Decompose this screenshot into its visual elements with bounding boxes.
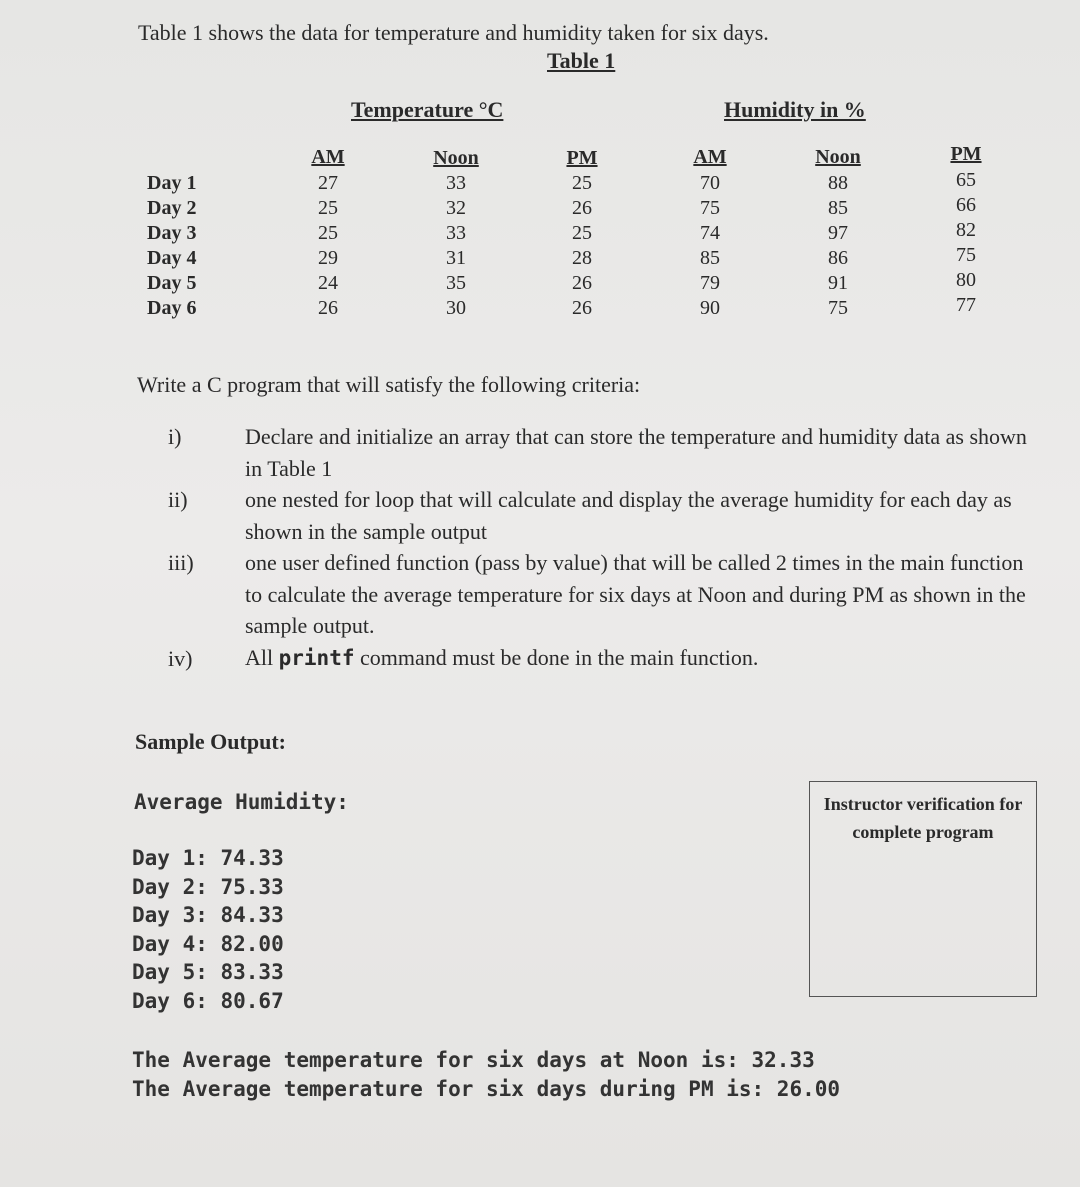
output-day-line: Day 2: 75.33 bbox=[132, 875, 284, 899]
criterion-text bbox=[245, 642, 1035, 675]
verification-label: Instructor verification for complete program bbox=[823, 794, 1023, 842]
day-label: Day 1 bbox=[147, 172, 197, 194]
table-cell: 79 bbox=[700, 272, 720, 294]
table-cell: 80 bbox=[956, 269, 976, 291]
table-title: Table 1 bbox=[547, 48, 616, 73]
day-label: Day 6 bbox=[147, 297, 197, 319]
table-cell: 31 bbox=[446, 247, 466, 269]
humidity-am-column-header: AM bbox=[693, 146, 727, 168]
criterion-text-before: All bbox=[245, 645, 274, 670]
printf-code: printf bbox=[278, 646, 355, 670]
criterion-text: Declare and initialize an array that can store the temperature and humidity data as shown in Table 1 bbox=[245, 424, 1027, 481]
temperature-header: Temperature °C bbox=[351, 97, 504, 122]
table-cell: 86 bbox=[828, 247, 848, 269]
table-cell: 77 bbox=[956, 294, 976, 316]
table-cell: 74 bbox=[700, 222, 720, 244]
output-day-line: Day 1: 74.33 bbox=[132, 846, 284, 870]
table-cell: 26 bbox=[572, 297, 592, 319]
table-cell: 33 bbox=[446, 222, 466, 244]
day-label: Day 3 bbox=[147, 222, 197, 244]
criterion-number: ii) bbox=[168, 487, 188, 512]
table-cell: 65 bbox=[956, 169, 976, 191]
humidity-header: Humidity in % bbox=[724, 97, 866, 122]
criterion-text-after: command must be done in the main function. bbox=[359, 645, 759, 670]
table-cell: 26 bbox=[318, 297, 338, 319]
table-cell: 26 bbox=[572, 272, 592, 294]
criterion-number: i) bbox=[168, 424, 182, 449]
criterion-number: iii) bbox=[168, 550, 194, 575]
table-cell: 90 bbox=[700, 297, 720, 319]
table-cell: 26 bbox=[572, 197, 592, 219]
table-cell: 35 bbox=[446, 272, 466, 294]
table-cell: 32 bbox=[446, 197, 466, 219]
table-cell: 75 bbox=[700, 197, 720, 219]
table-cell: 75 bbox=[828, 297, 848, 319]
output-day-line: Day 3: 84.33 bbox=[132, 903, 284, 927]
table-cell: 25 bbox=[318, 197, 338, 219]
question-text: Write a C program that will satisfy the following criteria: bbox=[137, 372, 641, 397]
intro-text: Table 1 shows the data for temperature and humidity taken for six days. bbox=[138, 20, 769, 45]
table-cell: 85 bbox=[828, 197, 848, 219]
humidity-pm-column-header: PM bbox=[950, 143, 982, 165]
table-cell: 28 bbox=[572, 247, 592, 269]
instructor-verification-box bbox=[809, 781, 1037, 997]
table-cell: 25 bbox=[318, 222, 338, 244]
table-cell: 24 bbox=[318, 272, 338, 294]
day-label: Day 5 bbox=[147, 272, 197, 294]
table-cell: 82 bbox=[956, 219, 976, 241]
pm-average-line: The Average temperature for six days during PM is: 26.00 bbox=[132, 1077, 841, 1101]
criterion-number: iv) bbox=[168, 646, 193, 671]
table-cell: 27 bbox=[318, 172, 338, 194]
noon-average-line: The Average temperature for six days at Noon is: 32.33 bbox=[132, 1048, 815, 1072]
table-cell: 75 bbox=[956, 244, 976, 266]
table-cell: 70 bbox=[700, 172, 720, 194]
table-cell: 97 bbox=[828, 222, 848, 244]
output-day-line: Day 5: 83.33 bbox=[132, 960, 284, 984]
table-cell: 85 bbox=[700, 247, 720, 269]
day-label: Day 4 bbox=[147, 247, 197, 269]
table-cell: 25 bbox=[572, 172, 592, 194]
table-cell: 88 bbox=[828, 172, 848, 194]
table-cell: 33 bbox=[446, 172, 466, 194]
day-label: Day 2 bbox=[147, 197, 197, 219]
output-day-line: Day 4: 82.00 bbox=[132, 932, 284, 956]
table-cell: 29 bbox=[318, 247, 338, 269]
temp-noon-column-header: Noon bbox=[433, 147, 479, 169]
average-humidity-heading: Average Humidity: bbox=[134, 790, 349, 814]
humidity-noon-column-header: Noon bbox=[815, 146, 861, 168]
output-day-line: Day 6: 80.67 bbox=[132, 989, 284, 1013]
table-cell: 66 bbox=[956, 194, 976, 216]
table-cell: 25 bbox=[572, 222, 592, 244]
sample-output-heading: Sample Output: bbox=[135, 729, 286, 754]
temp-am-column-header: AM bbox=[311, 146, 345, 168]
table-cell: 91 bbox=[828, 272, 848, 294]
criterion-text: one nested for loop that will calculate and display the average humidity for each day as shown in the sample output bbox=[245, 487, 1012, 544]
criterion-text: one user defined function (pass by value) that will be called 2 times in the main function to calculate the average temperature for six days at Noon and during PM as shown in the sample output. bbox=[245, 550, 1026, 638]
table-cell: 30 bbox=[446, 297, 466, 319]
temp-pm-column-header: PM bbox=[566, 147, 598, 169]
